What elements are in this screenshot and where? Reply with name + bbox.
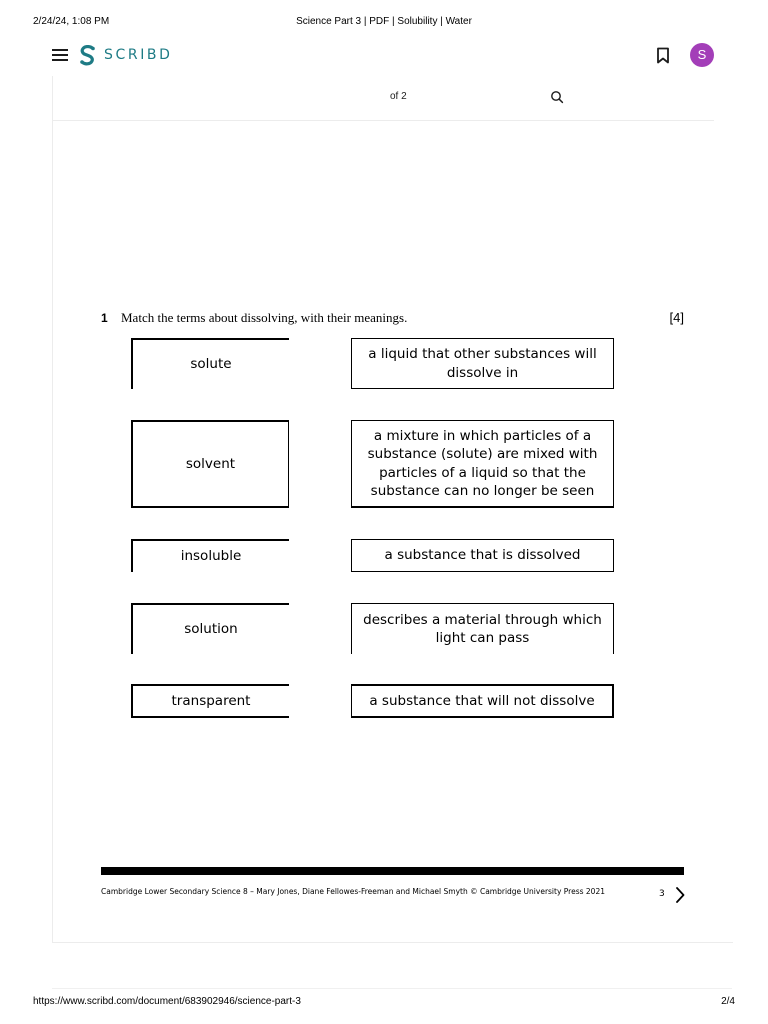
term-box-transparent: transparent [131, 684, 289, 718]
logo-text: SCRIBD [104, 47, 173, 63]
document-page-frame [52, 76, 733, 943]
meaning-box-5: a substance that will not dissolve [351, 684, 614, 718]
page-toolbar [52, 76, 714, 121]
question-number: 1 [101, 311, 108, 325]
user-avatar[interactable]: S [690, 43, 714, 67]
scribd-logo[interactable] [79, 44, 173, 66]
print-page-count: 2/4 [721, 996, 735, 1007]
print-datetime: 2/24/24, 1:08 PM [33, 16, 110, 27]
bottom-divider [52, 988, 732, 989]
term-box-insoluble: insoluble [131, 539, 289, 572]
print-title: Science Part 3 | PDF | Solubility | Water [296, 16, 472, 27]
term-box-solution: solution [131, 603, 289, 654]
page-number: 3 [659, 889, 665, 899]
menu-icon[interactable] [52, 49, 68, 61]
footer-credit: Cambridge Lower Secondary Science 8 – Mary Jones, Diane Fellowes-Freeman and Michael Smyth © Cambridge University Press 2021 [101, 887, 605, 896]
footer-rule [101, 867, 684, 875]
scribd-logo-icon [79, 45, 96, 66]
question-line [101, 310, 684, 328]
meaning-box-3: a substance that is dissolved [351, 539, 614, 572]
chevron-right-icon[interactable] [674, 886, 686, 904]
search-icon[interactable] [550, 90, 564, 104]
bookmark-icon[interactable] [656, 47, 670, 64]
question-marks: [4] [669, 310, 684, 325]
print-url: https://www.scribd.com/document/683902946/science-part-3 [33, 996, 301, 1007]
meaning-box-1: a liquid that other substances will dissolve in [351, 338, 614, 389]
meaning-box-2: a mixture in which particles of a substance (solute) are mixed with particles of a liquid so that the substance can no longer be seen [351, 420, 614, 508]
meaning-box-4: describes a material through which light can pass [351, 603, 614, 654]
top-navigation-bar [0, 40, 768, 70]
page-count-label: of 2 [390, 91, 407, 102]
print-header [33, 16, 735, 30]
term-box-solvent: solvent [131, 420, 289, 508]
print-footer [33, 996, 735, 1010]
question-text: Match the terms about dissolving, with their meanings. [121, 310, 408, 325]
term-box-solute: solute [131, 338, 289, 389]
